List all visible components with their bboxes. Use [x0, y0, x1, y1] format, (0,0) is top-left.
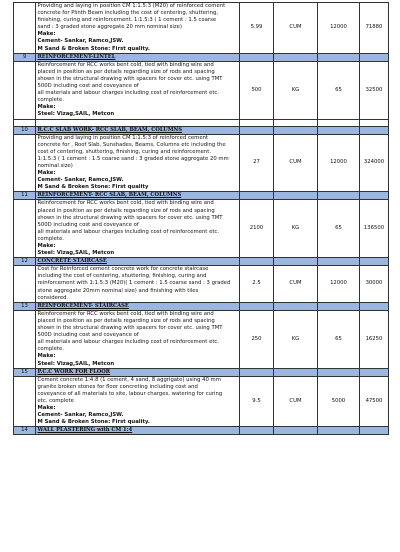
- make-line: Cement- Sankar, Ramco,JSW.: [37, 177, 124, 184]
- description-line: placed in position as per details regarding size of rods and spacing: [37, 207, 215, 214]
- table-row: [14, 266, 389, 302]
- table-row: [14, 200, 389, 258]
- description-line: reinforcement with 1:1.5:3 (M20)( 1 cement : 1.5 coarse sand : 3 graded: [37, 280, 231, 287]
- description-line: placed in position as per details regarding size of rods and spacing: [37, 317, 215, 324]
- item-number: 10: [14, 126, 36, 134]
- item-unit: KG: [274, 200, 318, 258]
- description-line: all materials and labour charges including cost of reinforcement etc.: [37, 90, 220, 97]
- make-line: Make:: [37, 353, 56, 360]
- description-line: shown in the structural drawing with spacers for cover etc. using TMT: [37, 75, 223, 82]
- section-header-row: [14, 53, 389, 61]
- item-amount: 324000: [360, 134, 389, 192]
- item-amount: 30000: [360, 266, 389, 302]
- amount-cell: [360, 368, 389, 376]
- description-line: finishing, curing and reinforcement. 1:1.5:3 ( 1 cement : 1.5 coarse: [37, 17, 217, 24]
- description-line: 500D including cost and coveyance of: [37, 221, 139, 228]
- amount-cell: [360, 302, 389, 310]
- make-line: Make:: [37, 170, 56, 177]
- item-number: 15: [14, 368, 36, 376]
- description-line: including the cost of centering, shuttering, finishing, curing and: [37, 273, 207, 280]
- spacer-row: [14, 119, 389, 126]
- section-header-row: [14, 126, 389, 134]
- table-row: [14, 376, 389, 427]
- rate-cell: [318, 119, 360, 126]
- item-unit: CUM: [274, 376, 318, 427]
- make-line: Steel: Vizag,SAIL, Metcon: [37, 360, 115, 367]
- description-line: complete.: [37, 97, 64, 104]
- section-title: CONCRETE STAIRCASE: [36, 258, 240, 266]
- make-line: M Sand & Broken Stone: First quality.: [37, 419, 150, 426]
- item-description: [36, 134, 240, 192]
- amount-cell: [360, 53, 389, 61]
- section-header-row: [14, 192, 389, 200]
- item-rate: 65: [318, 61, 360, 119]
- make-line: Make:: [37, 405, 56, 412]
- item-quantity: 9.5: [240, 376, 274, 427]
- item-description: [36, 3, 240, 54]
- description-line: etc. complete: [37, 397, 74, 404]
- boq-sheet: [13, 2, 389, 435]
- item-rate: 12000: [318, 3, 360, 54]
- amount-cell: [360, 192, 389, 200]
- section-title: R.C.C SLAB WORK- RCC SLAB, BEAM, COLUMNS: [36, 126, 240, 134]
- item-description: [36, 266, 240, 302]
- amount-cell: [360, 258, 389, 266]
- item-description: [36, 61, 240, 119]
- item-number: [14, 200, 36, 258]
- section-header-row: [14, 368, 389, 376]
- item-number: 11: [14, 192, 36, 200]
- description-line: granite broken stones for floor concreting including cost and: [37, 383, 198, 390]
- item-number: 13: [14, 302, 36, 310]
- qty-cell: [240, 302, 274, 310]
- item-amount: 47500: [360, 376, 389, 427]
- item-amount: 71880: [360, 3, 389, 54]
- item-description: [36, 376, 240, 427]
- unit-cell: [274, 427, 318, 435]
- description-line: nominal size): [37, 162, 73, 169]
- item-number: [14, 266, 36, 302]
- description-line: complete.: [37, 346, 64, 353]
- qty-cell: [240, 126, 274, 134]
- rate-cell: [318, 53, 360, 61]
- unit-cell: [274, 53, 318, 61]
- item-quantity: 250: [240, 310, 274, 368]
- make-line: M Sand & Broken Stone: First quality: [37, 184, 149, 191]
- description-line: all materials and labour charges including cost of reinforcement etc.: [37, 228, 220, 235]
- item-unit: CUM: [274, 266, 318, 302]
- unit-cell: [274, 126, 318, 134]
- item-amount: 32500: [360, 61, 389, 119]
- item-rate: 5000: [318, 376, 360, 427]
- qty-cell: [240, 368, 274, 376]
- section-header-row: [14, 258, 389, 266]
- make-line: Cement- Sankar, Ramco,JSW.: [37, 412, 124, 419]
- description-cell: [36, 119, 240, 126]
- qty-cell: [240, 427, 274, 435]
- description-line: Providing and laying in position CM 1:1.5:3 of reinforced cement: [37, 134, 209, 141]
- unit-cell: [274, 368, 318, 376]
- description-line: concrete for , Roof Slab, Sunshades, Beams, Columns etc including the: [37, 141, 226, 148]
- item-number: 12: [14, 258, 36, 266]
- description-line: concrete for Plinth Beam including the cost of centering, shuttering,: [37, 10, 219, 17]
- description-line: Providing and laying in position CM 1:1.5:3 (M20) of reinforced cement: [37, 3, 226, 9]
- qty-cell: [240, 119, 274, 126]
- qty-cell: [240, 53, 274, 61]
- section-title: P.C.C WORK FOR FLOOR: [36, 368, 240, 376]
- unit-cell: [274, 192, 318, 200]
- item-amount: 16250: [360, 310, 389, 368]
- table-row: [14, 134, 389, 192]
- item-rate: 65: [318, 310, 360, 368]
- item-number: [14, 3, 36, 54]
- section-title: REINFORCEMENT-LINTEL: [36, 53, 240, 61]
- description-line: Reinforcement for RCC works bent cold, tied with binding wire and: [37, 200, 214, 207]
- make-line: Make:: [37, 243, 56, 249]
- description-line: sand : 3 graded stone aggregate 20 mm nominal size): [37, 24, 182, 31]
- amount-cell: [360, 119, 389, 126]
- make-line: Make:: [37, 104, 56, 111]
- rate-cell: [318, 126, 360, 134]
- description-line: stone aggregate 20mm nominal size) and finishing with tiles: [37, 287, 199, 294]
- section-header-row: [14, 302, 389, 310]
- description-line: placed in position as per details regarding size of rods and spacing: [37, 68, 215, 75]
- table-row: [14, 61, 389, 119]
- description-line: shown in the structural drawing with spacers for cover etc. using TMT: [37, 325, 223, 332]
- amount-cell: [360, 427, 389, 435]
- description-line: Cement concrete 1:4:8 (1 cement, 4 sand, 8 aggrigate) using 40 mm: [37, 376, 221, 383]
- description-line: coveyance of all materials to site, labour charges, watering for curing: [37, 390, 223, 397]
- description-line: 500D including cost and coveyance of: [37, 83, 139, 90]
- item-description: [36, 310, 240, 368]
- unit-cell: [274, 302, 318, 310]
- section-header-row: [14, 427, 389, 435]
- description-line: cost of centering, shuttering, finishing, curing and reinforcement.: [37, 148, 212, 155]
- rate-cell: [318, 368, 360, 376]
- item-number: [14, 134, 36, 192]
- item-amount: 136500: [360, 200, 389, 258]
- description-line: shown in the structural drawing with spacers for cover etc. using TMT: [37, 214, 223, 221]
- rate-cell: [318, 192, 360, 200]
- description-line: considered.: [37, 294, 69, 301]
- description-line: complete.: [37, 235, 64, 242]
- unit-cell: [274, 119, 318, 126]
- make-line: Make:: [37, 31, 56, 38]
- item-quantity: 2100: [240, 200, 274, 258]
- item-unit: KG: [274, 310, 318, 368]
- item-quantity: 5.99: [240, 3, 274, 54]
- item-number: [14, 310, 36, 368]
- unit-cell: [274, 258, 318, 266]
- description-line: Reinforcement for RCC works bent cold, tied with binding wire and: [37, 61, 214, 68]
- qty-cell: [240, 192, 274, 200]
- make-line: Steel: Vizag,SAIL, Metcon: [37, 250, 115, 257]
- table-row: [14, 3, 389, 54]
- item-number: [14, 376, 36, 427]
- item-unit: CUM: [274, 3, 318, 54]
- item-quantity: 27: [240, 134, 274, 192]
- rate-cell: [318, 427, 360, 435]
- section-title: WALL PLASTERING with CM 1:4: [36, 427, 240, 435]
- item-unit: CUM: [274, 134, 318, 192]
- description-line: Cost for Reinforced cement concrete work for concrete staircase: [37, 266, 209, 273]
- description-line: 1:1.5:3 ( 1 cement : 1.5 coarse sand : 3 graded stone aggregate 20 mm: [37, 155, 229, 162]
- make-line: Cement- Sankar, Ramco,JSW.: [37, 38, 124, 45]
- description-line: Reinforcement for RCC works bent cold, tied with binding wire and: [37, 310, 214, 317]
- boq-table-body: [14, 3, 389, 435]
- section-title: REINFORCEMENT- RCC SLAB, BEAM, COLUMNS: [36, 192, 240, 200]
- item-number: [14, 119, 36, 126]
- item-rate: 12000: [318, 134, 360, 192]
- qty-cell: [240, 258, 274, 266]
- description-line: all materials and labour charges including cost of reinforcement etc.: [37, 339, 220, 346]
- make-line: Steel: Vizag,SAIL, Metcon: [37, 111, 115, 118]
- rate-cell: [318, 258, 360, 266]
- make-line: M Sand & Broken Stone: First quality.: [37, 45, 150, 52]
- amount-cell: [360, 126, 389, 134]
- item-quantity: 2.5: [240, 266, 274, 302]
- item-unit: KG: [274, 61, 318, 119]
- item-number: 14: [14, 427, 36, 435]
- item-description: [36, 200, 240, 258]
- item-quantity: 500: [240, 61, 274, 119]
- item-rate: 65: [318, 200, 360, 258]
- table-row: [14, 310, 389, 368]
- section-title: REINFORCEMENT- STAIRCASE: [36, 302, 240, 310]
- boq-table: [13, 2, 389, 435]
- item-rate: 12000: [318, 266, 360, 302]
- item-number: 9: [14, 53, 36, 61]
- rate-cell: [318, 302, 360, 310]
- item-number: [14, 61, 36, 119]
- description-line: 500D including cost and coveyance of: [37, 332, 139, 339]
